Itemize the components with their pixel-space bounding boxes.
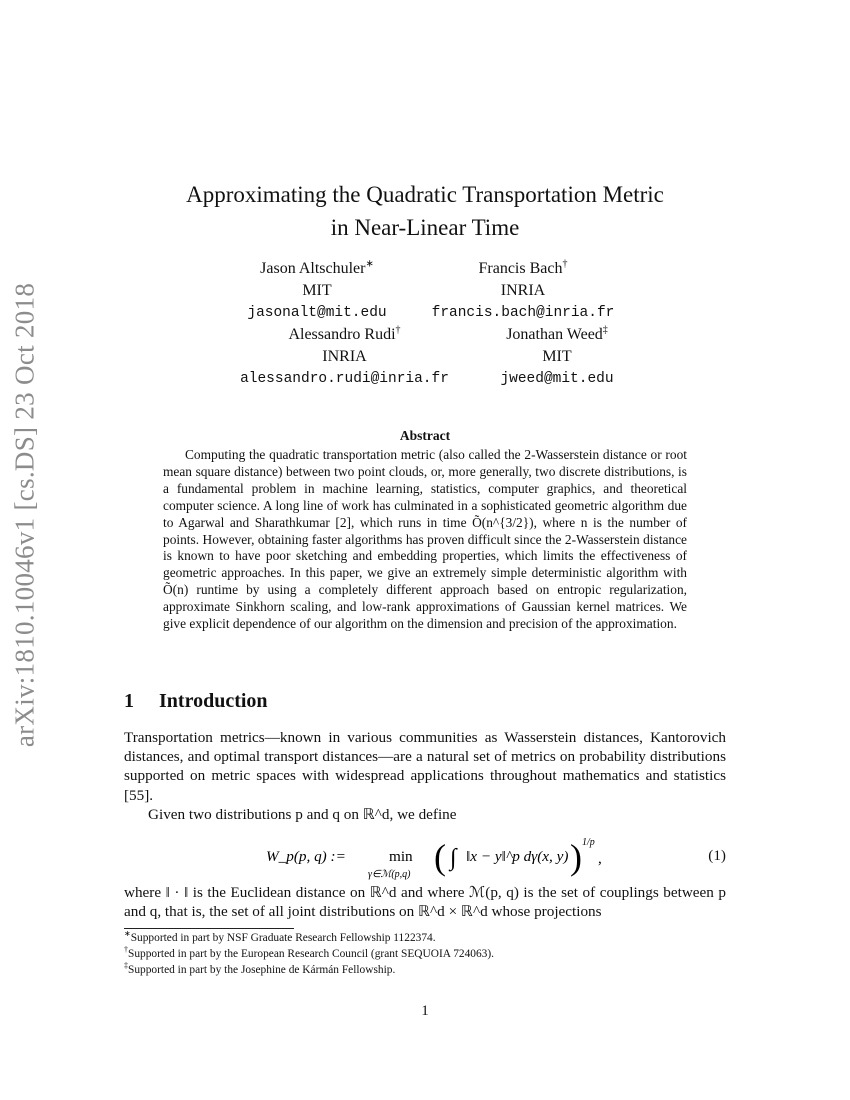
footnote-rule	[124, 928, 294, 929]
abstract-heading: Abstract	[399, 428, 451, 443]
equation-formula	[264, 835, 604, 885]
intro-paragraph-3: where ‖ · ‖ is the Euclidean distance on ℝ^d and where ℳ(p, q) is the set of couplings between p and q, that is, the set of all joint distributions on ℝ^d × ℝ^d whose projections	[124, 884, 726, 921]
footnote-text: Supported in part by the European Research Council (grant SEQUOIA 724063).	[128, 948, 495, 960]
author-affiliation: INRIA	[322, 348, 367, 365]
intro-paragraph-2: Given two distributions p and q on ℝ^d, we define	[148, 806, 457, 823]
author-block	[482, 324, 632, 390]
equation-subscript: γ∈ℳ(p,q)	[368, 869, 411, 880]
author-email: francis.bach@inria.fr	[431, 305, 615, 321]
section-number: 1	[124, 690, 134, 712]
section-heading	[124, 690, 268, 713]
title-line-1: Approximating the Quadratic Transportation Metric	[186, 182, 664, 207]
author-footnote-mark: ∗	[365, 258, 374, 270]
author-block	[232, 324, 457, 390]
arxiv-id: arXiv:1810.10046v1 [cs.DS] 23 Oct 2018	[9, 282, 40, 748]
equation-comma: ,	[598, 850, 602, 867]
equation-exponent: 1/p	[582, 837, 595, 848]
author-block	[232, 258, 402, 324]
equation-left-paren: (	[434, 837, 446, 877]
author-footnote-mark: †	[562, 258, 568, 270]
author-name: Alessandro Rudi	[288, 326, 396, 343]
author-affiliation: INRIA	[500, 282, 546, 299]
title-line-2: in Near-Linear Time	[330, 215, 520, 240]
intro-paragraph-1: Transportation metrics—known in various communities as Wasserstein distances, Kantorovich distances, and optimal transport distances—are a natural set of metrics on probability distributions supported on metric spaces with widespread applications throughout mathematics and statistics [55].	[124, 729, 726, 804]
equation-integrand: ‖x − y‖^p dγ(x, y)	[466, 848, 569, 865]
author-footnote-mark: ‡	[602, 324, 608, 336]
footnote-mark: ‡	[124, 961, 128, 971]
footnote-text: Supported in part by the Josephine de Kármán Fellowship.	[128, 964, 396, 976]
footnote	[124, 963, 726, 978]
footnote-mark: ∗	[124, 929, 131, 939]
footnote-mark: †	[124, 945, 128, 955]
abstract-text: Computing the quadratic transportation metric (also called the 2-Wasserstein distance or root mean square distance) between two point clouds, or, more generally, two discrete distributions, is a fundamental problem in machine learning, statistics, computer graphics, and theoretical computer science. A long line of work has culminated in a sophisticated geometric algorithm due to Agarwal and Sharathkumar [2], which runs in time Õ(n^{3/2}), where n is the number of points. However, obtaining faster algorithms has proven difficult since the 2-Wasserstein distance is known to have poor sketching and embedding properties, which limits the effectiveness of geometric approaches. In this paper, we give an extremely simple deterministic algorithm with Õ(n) runtime by using a completely different approach based on entropic regularization, approximate Sinkhorn scaling, and low-rank approximations of Gaussian kernel matrices. We give explicit dependence of our algorithm on the dimension and precision of the approximation.	[163, 447, 687, 632]
author-name: Francis Bach	[478, 260, 563, 277]
arxiv-sidebar-stamp	[2, 270, 48, 760]
author-footnote-mark: †	[395, 324, 401, 336]
equation-right-paren: )	[570, 837, 582, 877]
author-email: jweed@mit.edu	[500, 371, 614, 387]
equation-integral-sign: ∫	[450, 845, 457, 871]
footnote	[124, 931, 726, 946]
author-email: alessandro.rudi@inria.fr	[240, 371, 449, 387]
page-number: 1	[421, 1003, 429, 1019]
footnote-text: Supported in part by NSF Graduate Research Fellowship 1122374.	[130, 932, 436, 944]
equation-min: min	[389, 848, 413, 865]
author-name: Jason Altschuler	[260, 260, 366, 277]
paper-title	[100, 178, 750, 244]
footnote	[124, 947, 726, 962]
display-equation	[124, 835, 726, 885]
author-name: Jonathan Weed	[506, 326, 603, 343]
section-title: Introduction	[159, 690, 268, 712]
equation-number: (1)	[708, 847, 726, 864]
author-email: jasonalt@mit.edu	[247, 305, 387, 321]
author-block	[418, 258, 628, 324]
author-affiliation: MIT	[302, 282, 332, 299]
equation-lhs: W_p(p, q) :=	[266, 848, 346, 865]
author-affiliation: MIT	[542, 348, 572, 365]
